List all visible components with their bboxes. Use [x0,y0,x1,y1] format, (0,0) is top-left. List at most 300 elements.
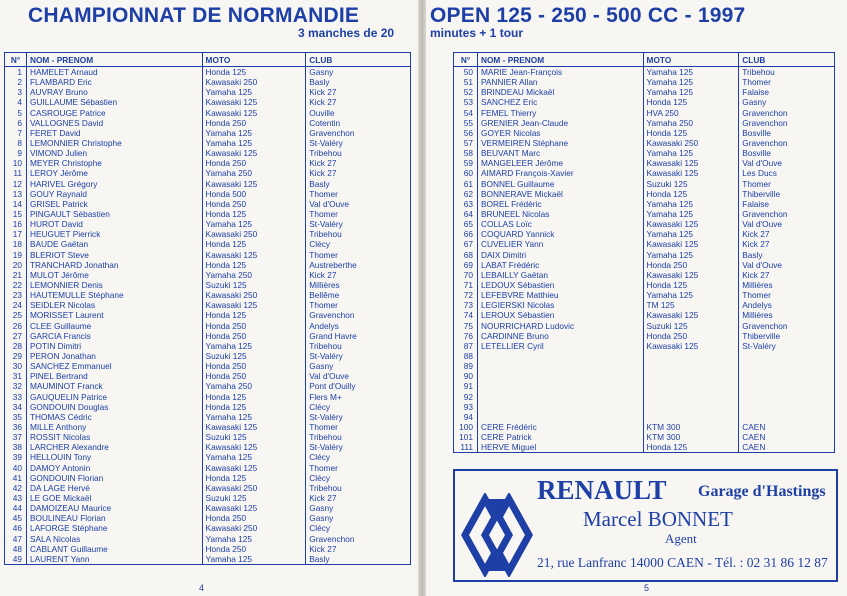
entry-club [739,351,835,361]
entry-name [477,392,643,402]
entry-bike: Yamaha 125 [643,229,739,239]
entry-club: St-Valéry [306,138,411,148]
table-row [454,209,835,219]
entry-number: 30 [5,361,27,371]
entry-name: POTIN Dimitri [26,341,202,351]
entry-number: 12 [5,179,27,189]
entry-bike: Honda 125 [202,473,306,483]
entry-number: 48 [5,544,27,554]
entry-club: Kick 27 [739,270,835,280]
entry-name: LE GOE Mickaël [26,493,202,503]
entry-number: 9 [5,148,27,158]
entry-number: 11 [5,168,27,178]
entry-number: 10 [5,158,27,168]
entry-bike: Yamaha 125 [202,87,306,97]
entry-name: SANCHEZ Emmanuel [26,361,202,371]
table-row [5,87,411,97]
entry-number: 47 [5,533,27,543]
entry-name: MEYER Christophe [26,158,202,168]
table-row [5,77,411,87]
entry-name: BRINDEAU Mickaël [477,87,643,97]
table-row [454,260,835,270]
entry-number: 61 [454,179,478,189]
entry-bike: Honda 125 [202,310,306,320]
entry-club: Clécy [306,473,411,483]
entry-bike: Suzuki 125 [202,432,306,442]
entry-club: Thomer [306,189,411,199]
entry-name: HAUTEMULLE Stéphane [26,290,202,300]
entry-name: GONDOUIN Douglas [26,402,202,412]
entry-name: LEROY Jérôme [26,168,202,178]
entry-club: Kick 27 [306,168,411,178]
table-row [5,229,411,239]
col-header-club: CLUB [739,53,835,67]
table-row [5,331,411,341]
entry-bike: Kawasaki 125 [202,462,306,472]
entry-number: 70 [454,270,478,280]
entry-club: Kick 27 [739,229,835,239]
entry-bike: Yamaha 125 [202,341,306,351]
entry-number: 67 [454,239,478,249]
entry-number: 27 [5,331,27,341]
entry-number: 13 [5,189,27,199]
table-row [454,189,835,199]
entry-bike: Kawasaki 125 [202,442,306,452]
table-row [5,503,411,513]
entry-name: BRUNEEL Nicolas [477,209,643,219]
table-row [5,533,411,543]
entry-number: 65 [454,219,478,229]
subtitle-right: minutes + 1 tour [430,26,524,40]
entry-bike: Kawasaki 250 [202,77,306,87]
entry-number: 21 [5,270,27,280]
ad-address: 21, rue Lanfranc 14000 CAEN - Tél. : 02 31 86 12 87 [537,555,828,570]
table-row [5,260,411,270]
entry-bike: Yamaha 125 [202,138,306,148]
table-row [454,442,835,453]
table-row [454,371,835,381]
entry-number: 45 [5,513,27,523]
table-row [454,97,835,107]
entry-club: Pont d'Ouilly [306,381,411,391]
entry-club: Tribehou [306,432,411,442]
entry-name: HELLOUIN Tony [26,452,202,462]
table-row [5,371,411,381]
entry-club: Basly [739,250,835,260]
entry-bike: Honda 125 [643,280,739,290]
entry-bike: Honda 125 [202,67,306,78]
table-row [5,158,411,168]
table-row [5,209,411,219]
entry-club: Basly [306,179,411,189]
entry-bike [643,412,739,422]
table-row [5,554,411,565]
entry-bike: Yamaha 125 [202,219,306,229]
table-row [454,361,835,371]
table-row [5,321,411,331]
table-row [454,341,835,351]
entry-number: 68 [454,250,478,260]
table-row [454,87,835,97]
table-row [5,148,411,158]
entry-number: 92 [454,392,478,402]
entry-number: 7 [5,128,27,138]
entry-number: 41 [5,473,27,483]
entry-name: MULOT Jérôme [26,270,202,280]
entry-bike: Yamaha 125 [202,533,306,543]
entry-name: PINEL Bertrand [26,371,202,381]
entry-bike: Honda 250 [202,199,306,209]
entry-bike [643,392,739,402]
entry-club: Gasny [306,67,411,78]
entry-number: 87 [454,341,478,351]
entry-club: St-Valéry [306,351,411,361]
entry-bike: KTM 300 [643,422,739,432]
entry-club: Gravenchon [306,310,411,320]
table-row [5,300,411,310]
entry-name: HAMELET Arnaud [26,67,202,78]
entry-name [477,412,643,422]
table-row [454,412,835,422]
entry-name: BOREL Frédéric [477,199,643,209]
entry-club: Gravenchon [739,321,835,331]
entry-number: 100 [454,422,478,432]
entry-club: Tribehou [306,229,411,239]
table-row [5,544,411,554]
entry-number: 89 [454,361,478,371]
entry-name: BONNEL Guillaume [477,179,643,189]
entry-number: 51 [454,77,478,87]
entry-number: 54 [454,108,478,118]
entry-name: CLEE Guillaume [26,321,202,331]
entry-club: Kick 27 [306,87,411,97]
entry-bike: Honda 125 [202,402,306,412]
entry-club: Kick 27 [306,158,411,168]
entry-number: 28 [5,341,27,351]
entry-number: 74 [454,310,478,320]
entry-bike: Honda 125 [643,128,739,138]
table-row [454,280,835,290]
table-row [5,422,411,432]
entry-club: Gasny [306,513,411,523]
table-row [454,300,835,310]
entry-number: 49 [5,554,27,565]
ad-agent-name: Marcel BONNET [583,507,733,531]
renault-diamond-logo-icon [461,493,533,577]
entry-name: LEGIERSKI Nicolas [477,300,643,310]
entry-club: Kick 27 [306,493,411,503]
entry-bike: Kawasaki 125 [202,422,306,432]
entry-club: Val d'Ouve [739,158,835,168]
entry-name: VALLOGNES David [26,118,202,128]
entry-bike: Kawasaki 250 [202,523,306,533]
table-row [5,118,411,128]
entry-number: 50 [454,67,478,78]
col-header-name: NOM - PRENOM [477,53,643,67]
entry-name: FLAMBARD Eric [26,77,202,87]
entry-number: 60 [454,168,478,178]
table-row [454,168,835,178]
entry-name: BONNERAVE Mickaël [477,189,643,199]
table-row [5,138,411,148]
entry-number: 71 [454,280,478,290]
entry-name: NOURRICHARD Ludovic [477,321,643,331]
entry-name: LEMONNIER Denis [26,280,202,290]
entry-club: Grand Havre [306,331,411,341]
entry-bike: Kawasaki 125 [202,503,306,513]
entry-club: Gravenchon [739,108,835,118]
entry-number: 56 [454,128,478,138]
col-header-number: N° [5,53,27,67]
entry-name: PERON Jonathan [26,351,202,361]
entry-club [739,402,835,412]
entry-number: 34 [5,402,27,412]
table-row [454,432,835,442]
entry-club: Tribehou [306,148,411,158]
table-row [454,118,835,128]
entry-bike: Kawasaki 125 [643,341,739,351]
entry-club: Thomer [306,300,411,310]
entry-bike: Honda 250 [202,118,306,128]
table-row [454,179,835,189]
entry-club: Val d'Ouve [739,219,835,229]
entry-name: CERE Frédéric [477,422,643,432]
entry-club: Gasny [306,361,411,371]
entry-club: Basly [306,554,411,565]
entry-number: 57 [454,138,478,148]
entry-club: Thomer [739,290,835,300]
table-row [454,331,835,341]
entry-number: 53 [454,97,478,107]
table-row [454,128,835,138]
entry-number: 94 [454,412,478,422]
table-row [454,422,835,432]
entry-bike: Kawasaki 125 [643,310,739,320]
entry-number: 31 [5,371,27,381]
entry-number: 42 [5,483,27,493]
entry-club: Thomer [306,422,411,432]
table-row [454,321,835,331]
entry-name: HEUGUET Pierrick [26,229,202,239]
entry-name: CARDINNE Bruno [477,331,643,341]
entry-name: PANNIER Allan [477,77,643,87]
entry-club: Tribehou [739,67,835,78]
entry-bike: HVA 250 [643,108,739,118]
table-row [5,351,411,361]
entry-club [739,381,835,391]
entry-name: DAMOIZEAU Maurice [26,503,202,513]
entry-club: Thiberville [739,331,835,341]
entry-name: LABAT Frédéric [477,260,643,270]
table-header-row [5,53,411,67]
entry-bike: Kawasaki 125 [202,300,306,310]
entry-bike: Suzuki 125 [643,179,739,189]
table-row [454,108,835,118]
entry-club: Falaise [739,87,835,97]
entry-name: LEMONNIER Christophe [26,138,202,148]
table-row [454,270,835,280]
entry-name [477,371,643,381]
entry-bike: Honda 500 [202,189,306,199]
entry-name: BEUVANT Marc [477,148,643,158]
entry-number: 75 [454,321,478,331]
entry-table-left [4,52,411,565]
entry-number: 1 [5,67,27,78]
entry-bike: Yamaha 125 [643,199,739,209]
table-row [5,432,411,442]
entry-number: 3 [5,87,27,97]
entry-club [739,392,835,402]
entry-bike: Yamaha 250 [202,381,306,391]
table-header-row [454,53,835,67]
entry-bike: Kawasaki 250 [202,483,306,493]
entry-bike: Honda 250 [202,158,306,168]
entry-number: 39 [5,452,27,462]
table-row [5,290,411,300]
entry-club: St-Valéry [306,412,411,422]
table-row [454,239,835,249]
entry-number: 29 [5,351,27,361]
entry-club: Les Ducs [739,168,835,178]
entry-name: CABLANT Guillaume [26,544,202,554]
entry-bike: Kawasaki 125 [202,250,306,260]
page-number-left: 4 [199,583,205,593]
col-header-name: NOM - PRENOM [26,53,202,67]
entry-bike: Kawasaki 125 [202,148,306,158]
entry-bike: Honda 250 [202,361,306,371]
entry-number: 19 [5,250,27,260]
table-row [5,361,411,371]
entry-name: PINGAULT Sébastien [26,209,202,219]
entry-name: DA LAGE Hervé [26,483,202,493]
entry-club [739,371,835,381]
entry-number: 44 [5,503,27,513]
table-row [454,381,835,391]
entry-name: FEMEL Thierry [477,108,643,118]
entry-number: 25 [5,310,27,320]
entry-club: Bellême [306,290,411,300]
entry-number: 35 [5,412,27,422]
entry-number: 33 [5,392,27,402]
entry-name: MANGELEER Jérôme [477,158,643,168]
entry-name: GARCIA Francis [26,331,202,341]
entry-bike [643,361,739,371]
subtitle-left: 3 manches de 20 [298,26,395,40]
entry-number: 26 [5,321,27,331]
table-row [454,219,835,229]
entry-club: Thomer [306,209,411,219]
entry-name: MORISSET Laurent [26,310,202,320]
entry-bike: Honda 125 [643,97,739,107]
entry-club: Gravenchon [739,209,835,219]
entry-number: 91 [454,381,478,391]
entry-bike: Kawasaki 125 [643,270,739,280]
table-row [454,392,835,402]
entry-club: Bosville [739,128,835,138]
entry-number: 66 [454,229,478,239]
entry-name: GRENIER Jean-Claude [477,118,643,128]
entry-number: 14 [5,199,27,209]
entry-name: BLERIOT Steve [26,250,202,260]
entry-bike: Yamaha 125 [202,412,306,422]
entry-club [739,361,835,371]
entry-name: THOMAS Cédric [26,412,202,422]
entry-name: AUVRAY Bruno [26,87,202,97]
entry-bike: Yamaha 125 [202,128,306,138]
entry-club: Thomer [739,179,835,189]
table-row [5,310,411,320]
table-row [5,189,411,199]
entry-number: 90 [454,371,478,381]
entry-bike: Suzuki 125 [643,321,739,331]
table-row [5,239,411,249]
entry-number: 76 [454,331,478,341]
entry-club: CAEN [739,432,835,442]
table-row [454,229,835,239]
entry-name: GONDOUIN Florian [26,473,202,483]
table-row [5,250,411,260]
entry-name: SEIDLER Nicolas [26,300,202,310]
entry-number: 43 [5,493,27,503]
entry-number: 2 [5,77,27,87]
entry-bike: Yamaha 250 [643,118,739,128]
table-row [454,199,835,209]
table-row [454,138,835,148]
entry-bike: Kawasaki 125 [643,168,739,178]
entry-name: LAURENT Yann [26,554,202,565]
entry-name: HARIVEL Grégory [26,179,202,189]
entry-name: GOYER Nicolas [477,128,643,138]
entry-number: 15 [5,209,27,219]
entry-bike: Kawasaki 250 [202,229,306,239]
entry-club: Millières [306,280,411,290]
entry-club: Andelys [306,321,411,331]
entry-club: Val d'Ouve [306,371,411,381]
entry-club [739,412,835,422]
entry-bike: Yamaha 125 [643,77,739,87]
entry-name [477,361,643,371]
entry-name: GAUQUELIN Patrice [26,392,202,402]
entry-club: Clécy [306,239,411,249]
entry-bike: Kawasaki 125 [643,219,739,229]
entry-name: BAUDE Gaëtan [26,239,202,249]
entry-bike: Kawasaki 125 [643,158,739,168]
table-row [5,513,411,523]
entry-number: 72 [454,290,478,300]
entry-club: Val d'Ouve [306,199,411,209]
table-row [5,462,411,472]
entry-number: 63 [454,199,478,209]
entry-club: Gasny [306,503,411,513]
entry-number: 101 [454,432,478,442]
entry-club: Gravenchon [739,138,835,148]
entry-number: 8 [5,138,27,148]
entry-bike: Yamaha 250 [202,270,306,280]
entry-name: ROSSIT Nicolas [26,432,202,442]
col-header-bike: MOTO [643,53,739,67]
entry-name: CERE Patrick [477,432,643,442]
table-row [454,310,835,320]
entry-name: AIMARD François-Xavier [477,168,643,178]
entry-name: DAMOY Antonin [26,462,202,472]
renault-advert [453,469,838,582]
table-row [5,128,411,138]
entry-club: Gasny [739,97,835,107]
col-header-bike: MOTO [202,53,306,67]
entry-bike: Honda 125 [202,239,306,249]
entry-bike: Honda 125 [202,209,306,219]
entry-bike: Kawasaki 125 [202,108,306,118]
